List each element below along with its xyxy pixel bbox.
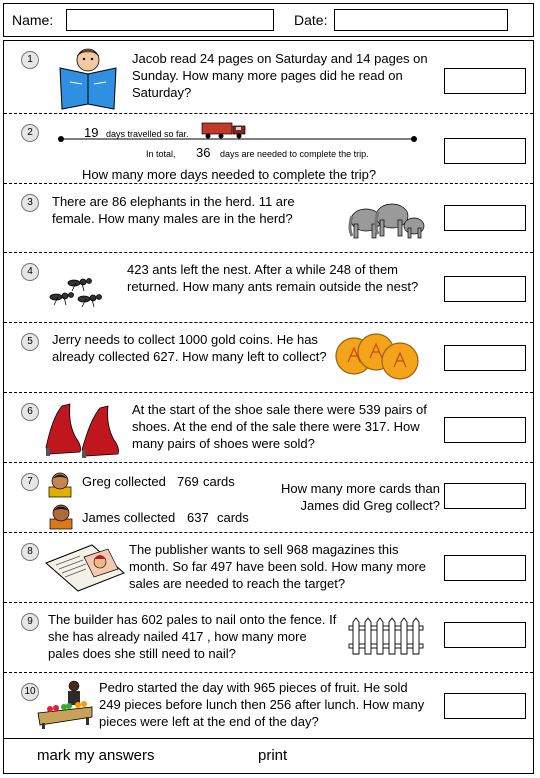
james-avatar-icon bbox=[46, 501, 76, 529]
question-number: 3 bbox=[21, 194, 39, 212]
ants-icon bbox=[46, 267, 104, 309]
date-label: Date: bbox=[294, 12, 328, 28]
answer-input-8[interactable] bbox=[444, 555, 526, 581]
question-number: 2 bbox=[21, 124, 39, 142]
header-bar bbox=[3, 3, 534, 37]
mark-answers-button[interactable]: mark my answers bbox=[37, 747, 155, 764]
answer-input-6[interactable] bbox=[444, 417, 526, 443]
question-text: There are 86 elephants in the herd. 11 are female. How many males are in the herd? bbox=[52, 194, 295, 226]
question-row-5 bbox=[4, 323, 533, 393]
answer-input-3[interactable] bbox=[444, 205, 526, 231]
question-row-8 bbox=[4, 533, 533, 603]
question-text: At the start of the shoe sale there were 539 pairs of shoes. At the end of the sale there were 317. How many pairs of shoes were sold? bbox=[132, 402, 427, 451]
answer-input-4[interactable] bbox=[444, 276, 526, 302]
greg-value: 769 bbox=[177, 474, 199, 489]
elephants-icon bbox=[348, 194, 430, 244]
question-text: How many more cards than James did Greg collect? bbox=[281, 481, 440, 513]
truck-icon bbox=[201, 121, 247, 139]
answer-input-2[interactable] bbox=[444, 138, 526, 164]
question-text: Pedro started the day with 965 pieces of fruit. He sold 249 pieces before lunch then 256 after lunch. How many pieces were left at the end of the day? bbox=[99, 680, 425, 729]
print-button[interactable]: print bbox=[258, 747, 288, 764]
question-row-7 bbox=[4, 463, 533, 533]
question-text: 423 ants left the nest. After a while 248 of them returned. How many ants remain outside the nest? bbox=[127, 262, 419, 294]
in-total-label: In total, bbox=[146, 149, 176, 159]
question-row-3 bbox=[4, 184, 533, 253]
red-shoes-icon bbox=[42, 398, 128, 458]
question-number: 7 bbox=[21, 473, 39, 491]
question-row-2 bbox=[4, 114, 533, 184]
question-text: The builder has 602 pales to nail onto the fence. If she has already nailed 417 , how many more pales does she still need to nail? bbox=[48, 612, 337, 661]
answer-input-1[interactable] bbox=[444, 68, 526, 94]
name-label: Name: bbox=[12, 12, 54, 28]
greg-avatar-icon bbox=[45, 469, 75, 497]
james-value: 637 bbox=[187, 510, 209, 525]
answer-input-9[interactable] bbox=[444, 622, 526, 648]
fence-icon bbox=[349, 616, 423, 656]
james-unit: cards bbox=[217, 510, 249, 525]
question-row-10 bbox=[4, 673, 533, 738]
question-row-9 bbox=[4, 603, 533, 673]
question-text: Jerry needs to collect 1000 gold coins. He has already collected 627. How many left to collect? bbox=[52, 332, 327, 364]
question-number: 1 bbox=[21, 51, 39, 69]
fruit-stall-icon bbox=[36, 677, 94, 729]
days-so-far-label: days travelled so far. bbox=[106, 129, 189, 139]
question-row-6 bbox=[4, 393, 533, 463]
question-row-1 bbox=[4, 41, 533, 114]
name-field[interactable] bbox=[66, 9, 274, 31]
date-field[interactable] bbox=[334, 9, 508, 31]
answer-input-10[interactable] bbox=[444, 693, 526, 719]
question-text: Jacob read 24 pages on Saturday and 14 pages on Sunday. How many more pages did he read on Saturday? bbox=[132, 51, 428, 100]
question-number: 9 bbox=[21, 613, 39, 631]
question-number: 8 bbox=[21, 543, 39, 561]
question-text: The publisher wants to sell 968 magazines this month. So far 497 have been sold. How many more sales are needed to reach the target? bbox=[129, 542, 426, 591]
footer-bar bbox=[4, 738, 533, 774]
question-row-4 bbox=[4, 253, 533, 323]
question-number: 10 bbox=[21, 683, 39, 701]
magazine-icon bbox=[44, 543, 126, 593]
days-so-far-value: 19 bbox=[84, 125, 99, 140]
question-number: 6 bbox=[21, 403, 39, 421]
gold-coins-icon bbox=[334, 334, 424, 382]
boy-reading-book-icon bbox=[56, 46, 120, 110]
question-number: 5 bbox=[21, 333, 39, 351]
james-label: James collected bbox=[82, 510, 176, 525]
total-days-label: days are needed to complete the trip. bbox=[220, 149, 369, 159]
worksheet bbox=[3, 40, 534, 774]
total-days-value: 36 bbox=[196, 145, 211, 160]
greg-label: Greg collected bbox=[82, 474, 166, 489]
question-text: How many more days needed to complete the trip? bbox=[82, 167, 377, 182]
answer-input-7[interactable] bbox=[444, 483, 526, 509]
answer-input-5[interactable] bbox=[444, 345, 526, 371]
question-number: 4 bbox=[21, 263, 39, 281]
greg-unit: cards bbox=[203, 474, 235, 489]
